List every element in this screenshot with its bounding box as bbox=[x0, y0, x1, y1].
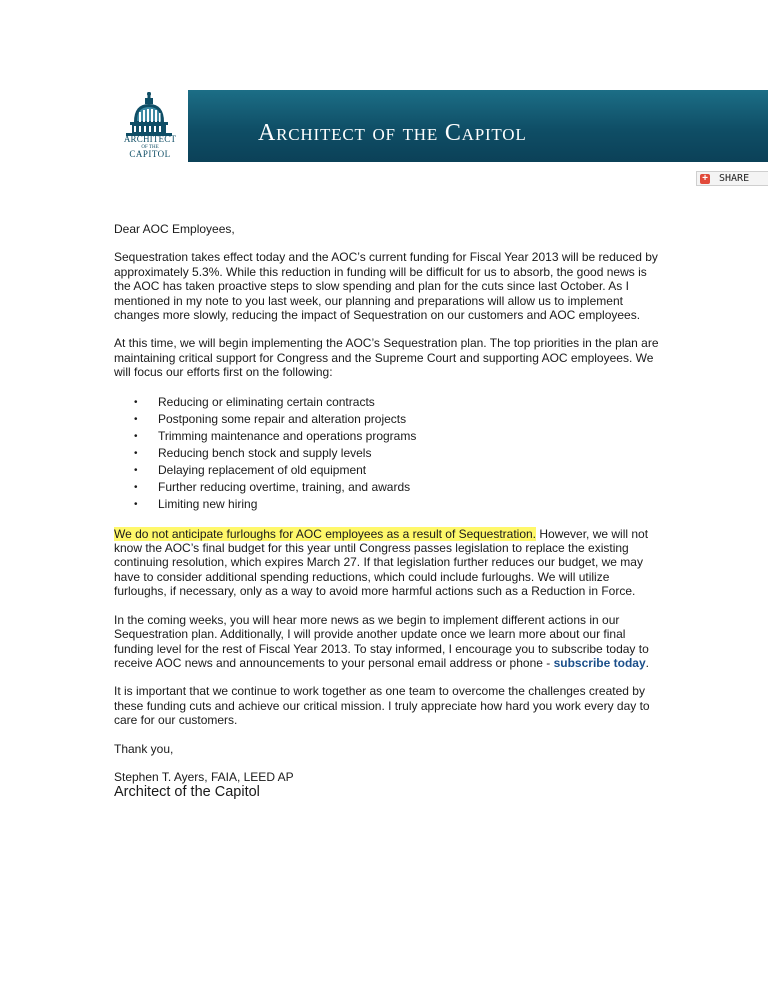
logo-text-capitol: CAPITOL bbox=[129, 149, 171, 159]
bullet: • bbox=[134, 396, 138, 408]
bullet: • bbox=[134, 464, 138, 476]
paragraph-1: Sequestration takes effect today and the AOC’s current funding for Fiscal Year 2013 will be reduced by approximately 5.3%. While this reduction in funding will be difficult for us to absorb, the good news is the AOC has taken proactive steps to slow spending and plan for the cuts since last October. As I mentioned in my note to you last week, our planning and preparations will allow us to implement changes more slowly, reducing the impact of Sequestration on our customers and AOC employees. bbox=[114, 250, 658, 323]
share-label: SHARE bbox=[719, 173, 750, 184]
list-item: • Limiting new hiring bbox=[134, 496, 258, 511]
paragraph-2: At this time, we will begin implementing the AOC’s Sequestration plan. The top priorities in the plan are maintaining critical support for Congress and the Supreme Court and supporting AOC employees. We will focus our efforts first on the following: bbox=[114, 336, 659, 380]
share-button[interactable] bbox=[696, 171, 768, 186]
paragraph-4 bbox=[114, 613, 664, 671]
list-item: • Trimming maintenance and operations programs bbox=[134, 428, 417, 443]
paragraph-3-text: However, we will not know the AOC’s final budget for this year until Congress passes legislation to replace the existing continuing resolution, which expires March 27. If that legislation further reduces our budget, we may have to consider additional spending reductions, which could include furloughs. We will utilize furloughs, if necessary, only as a way to avoid more harmful actions such as a Reduction in Force. bbox=[114, 526, 649, 599]
header-banner bbox=[110, 90, 768, 162]
paragraph-4-text: In the coming weeks, you will hear more news as we begin to implement different actions in our Sequestration plan. Additionally, I will provide another update once we learn more about our final funding level for the rest of Fiscal Year 2013. To stay informed, I encourage you to subscribe today to receive AOC news and announcements to your personal email address or phone - bbox=[114, 612, 649, 670]
bullet: • bbox=[134, 498, 138, 510]
list-item: • Reducing bench stock and supply levels bbox=[134, 445, 372, 460]
list-item: • Further reducing overtime, training, and awards bbox=[134, 479, 411, 494]
closing: Thank you, bbox=[114, 741, 174, 756]
bullet: • bbox=[134, 413, 138, 425]
aoc-logo[interactable] bbox=[110, 90, 188, 162]
list-item: • Delaying replacement of old equipment bbox=[134, 462, 367, 477]
list-item: • Reducing or eliminating certain contracts bbox=[134, 394, 375, 409]
priority-list bbox=[114, 394, 664, 513]
plus-icon: + bbox=[700, 174, 710, 184]
logo-text-of-the: OF THE bbox=[141, 145, 159, 150]
banner-title: Architect of the Capitol bbox=[258, 120, 527, 146]
paragraph-4-end: . bbox=[645, 655, 649, 670]
paragraph-5: It is important that we continue to work together as one team to overcome the challenges created by these funding cuts and achieve our critical mission. I truly appreciate how hard you work every day to care for our customers. bbox=[114, 684, 650, 728]
letter-body bbox=[114, 222, 664, 801]
logo-text-architect: ARCHITECT bbox=[123, 134, 177, 144]
bullet: • bbox=[134, 430, 138, 442]
signature-name: Stephen T. Ayers, FAIA, LEED AP bbox=[114, 769, 294, 784]
capitol-dome-icon bbox=[120, 92, 178, 136]
list-item: • Postponing some repair and alteration projects bbox=[134, 411, 407, 426]
greeting: Dear AOC Employees, bbox=[114, 222, 235, 236]
subscribe-link[interactable]: subscribe today bbox=[553, 655, 646, 670]
bullet: • bbox=[134, 481, 138, 493]
highlighted-statement: We do not anticipate furloughs for AOC employees as a result of Sequestration. bbox=[114, 526, 537, 541]
paragraph-3 bbox=[114, 527, 664, 599]
bullet: • bbox=[134, 447, 138, 459]
signature-title: Architect of the Capitol bbox=[114, 784, 260, 801]
